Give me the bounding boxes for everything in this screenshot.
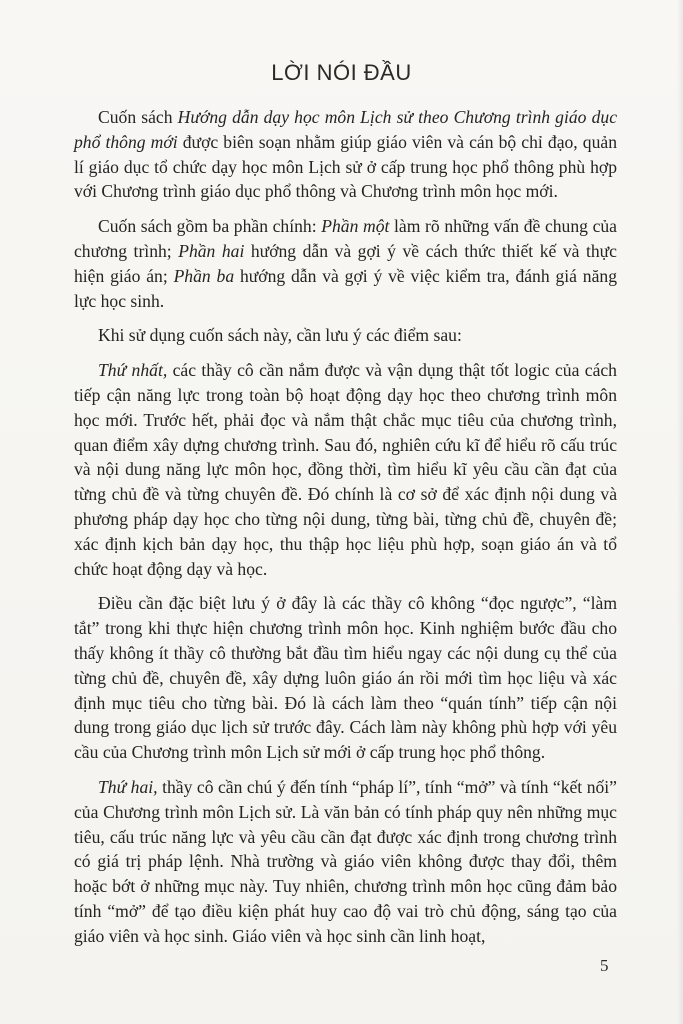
page-title: LỜI NÓI ĐẦU	[271, 60, 412, 85]
paragraph-intro	[74, 105, 617, 204]
page-edge-shadow	[677, 0, 683, 1024]
text-segment: hướng dẫn và gợi ý về việc kiểm tra, đánh giá năng lực học sinh.	[74, 265, 617, 311]
page-number: 5	[600, 956, 609, 975]
paragraph-caution	[74, 591, 617, 765]
text-segment: thầy cô cần chú ý đến tính “pháp lí”, tính “mở” và tính “kết nối” của Chương trình môn Lịch sử. Là văn bản có tính pháp quy nên những mục tiêu, cấu trúc năng lực và yêu cầu cần đạt được xác định trong chương trình có giá trị pháp lệnh. Nhà trường và giáo viên không được thay đổi, thêm hoặc bớt ở những mục này. Tuy nhiên, chương trình môn học cũng đảm bảo tính “mở” để tạo điều kiện phát huy cao độ vai trò chủ động, sáng tạo của giáo viên và học sinh. Giáo viên và học sinh cần linh hoạt,	[74, 776, 617, 946]
italic-segment: Thứ hai,	[98, 776, 158, 797]
text-segment: các thầy cô cần nắm được và vận dụng thật tốt logic của cách tiếp cận năng lực trong toàn bộ hoạt động dạy học theo chương trình môn học mới. Trước hết, phải đọc và nắm thật chắc mục tiêu của chương trình, quan điểm xây dựng chương trình. Sau đó, nghiên cứu kĩ để hiểu rõ cấu trúc và nội dung năng lực môn học, đồng thời, tìm hiểu kĩ yêu cầu cần đạt của từng chủ đề và từng chuyên đề. Đó chính là cơ sở để xác định nội dung và phương pháp dạy học cho từng nội dung, từng bài, từng chủ đề, chuyên đề; xác định kịch bản dạy học, thu thập học liệu phù hợp, soạn giáo án và tổ chức hoạt động dạy và học.	[74, 360, 617, 579]
italic-segment: Hướng dẫn dạy học môn Lịch sử theo Chương trình giáo dục phổ thông mới	[74, 107, 618, 152]
text-segment: Điều cần đặc biệt lưu ý ở đây là các thầy cô không “đọc ngược”, “làm tắt” trong khi thực hiện chương trình môn học. Kinh nghiệm bước đầu cho thấy không ít thầy cô thường bắt đầu tìm hiểu ngay các nội dung cụ thể của từng chủ đề, chuyên đề, xây dựng luôn giáo án rồi mới tìm học liệu và xác định mục tiêu cho từng bài. Đó là cách làm theo “quán tính” tiếp cận nội dung trong giáo dục lịch sử trước đây. Cách làm này không phù hợp với yêu cầu của Chương trình môn Lịch sử mới ở cấp trung học phổ thông.	[74, 593, 617, 763]
body-text	[74, 105, 617, 959]
italic-segment: Phần một	[321, 216, 390, 237]
text-segment: được biên soạn nhằm giúp giáo viên và cán bộ chỉ đạo, quản lí giáo dục tổ chức dạy học môn Lịch sử ở cấp trung học phổ thông phù hợp với Chương trình giáo dục phổ thông và Chương trình môn học mới.	[74, 131, 617, 202]
text-segment: Cuốn sách gồm ba phần chính:	[98, 216, 322, 237]
italic-segment: Phần ba	[173, 265, 235, 286]
paragraph-first-point	[74, 358, 617, 581]
text-segment: Khi sử dụng cuốn sách này, cần lưu ý các điểm sau:	[98, 325, 462, 346]
paragraph-second-point	[74, 775, 617, 949]
text-segment: Cuốn sách	[98, 107, 178, 127]
italic-segment: Thứ nhất,	[98, 360, 168, 381]
paragraph-structure	[74, 214, 617, 313]
paragraph-notes-lead	[74, 323, 617, 348]
text-segment: hướng dẫn và gợi ý về cách thức thiết kế và thực hiện giáo án;	[74, 240, 617, 286]
text-segment: làm rõ những vấn đề chung của chương trình;	[74, 216, 617, 261]
italic-segment: Phần hai	[178, 240, 245, 261]
